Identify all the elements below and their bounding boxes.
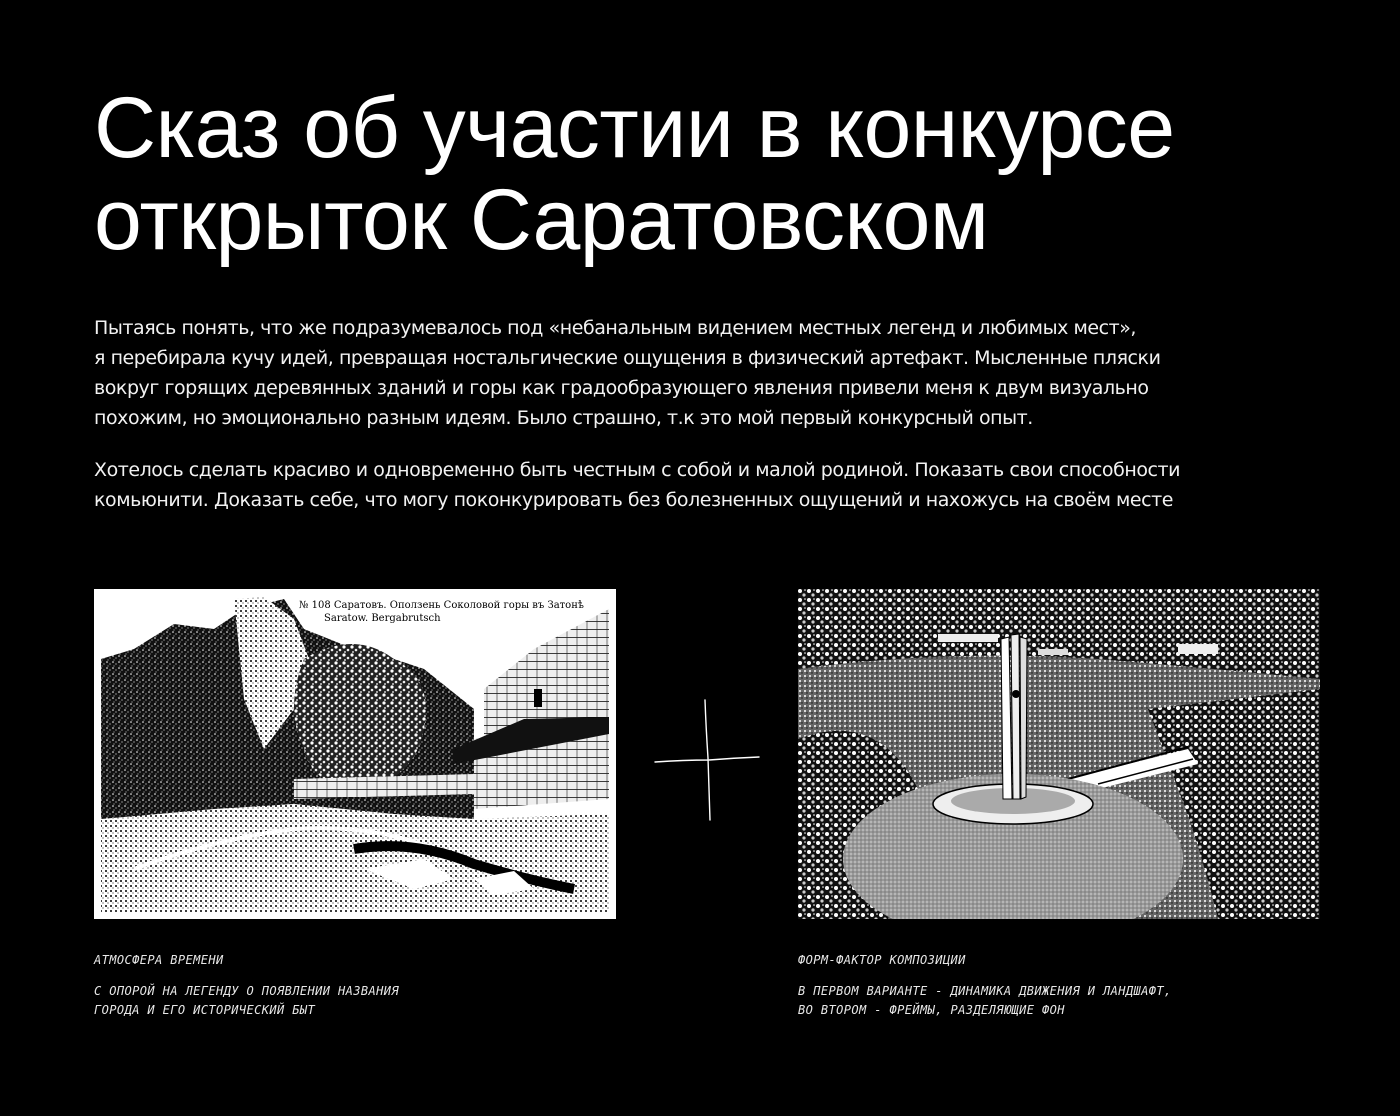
intro-paragraph-1-line: похожим, но эмоционально разным идеям. Было страшно, т.к это мой первый конкурсный опыт. xyxy=(94,407,1033,429)
intro-paragraph-1 xyxy=(94,313,1314,433)
caption-title: ФОРМ-ФАКТОР КОМПОЗИЦИИ xyxy=(798,953,966,967)
caption-body-line: С ОПОРОЙ НА ЛЕГЕНДУ О ПОЯВЛЕНИИ НАЗВАНИЯ xyxy=(94,984,399,998)
postcard-caption-line-1: № 108 Саратовъ. Оползень Соколовой горы въ Затонѣ xyxy=(299,600,584,611)
caption-atmosphere xyxy=(94,951,634,1020)
caption-title: АТМОСФЕРА ВРЕМЕНИ xyxy=(94,953,224,967)
intro-paragraph-2 xyxy=(94,455,1314,515)
caption-body-line: ГОРОДА И ЕГО ИСТОРИЧЕСКИЙ БЫТ xyxy=(94,1003,316,1017)
caption-form-factor xyxy=(798,951,1338,1020)
postcard-caption-line-2: Saratow. Bergabrutsch xyxy=(324,613,441,624)
page-title-line-1: Сказ об участии в конкурсе xyxy=(94,80,1175,176)
intro-paragraph-1-line: вокруг горящих деревянных зданий и горы как градообразующего явления привели меня к двум визуально xyxy=(94,377,1149,399)
intro-paragraph-2-line: комьюнити. Доказать себе, что могу поконкурировать без болезненных ощущений и нахожусь на своём месте xyxy=(94,489,1174,511)
intro-paragraph-1-line: я перебирала кучу идей, превращая ностальгические ощущения в физический артефакт. Мысленные пляски xyxy=(94,347,1161,369)
caption-body xyxy=(798,982,1338,1020)
historic-postcard-image xyxy=(94,589,616,919)
page-title xyxy=(94,82,1354,266)
plus-icon xyxy=(654,698,760,822)
intro-paragraph-2-line: Хотелось сделать красиво и одновременно быть честным с собой и малой родиной. Показать свои способности xyxy=(94,459,1181,481)
page-title-line-2: открыток Саратовском xyxy=(94,172,989,268)
caption-body xyxy=(94,982,634,1020)
monument-aerial-image xyxy=(798,589,1320,919)
intro-paragraph-1-line: Пытаясь понять, что же подразумевалось под «небанальным видением местных легенд и любимых мест», xyxy=(94,317,1136,339)
caption-body-line: В ПЕРВОМ ВАРИАНТЕ - ДИНАМИКА ДВИЖЕНИЯ И ЛАНДШАФТ, xyxy=(798,984,1172,998)
caption-body-line: ВО ВТОРОМ - ФРЕЙМЫ, РАЗДЕЛЯЮЩИЕ ФОН xyxy=(798,1003,1065,1017)
